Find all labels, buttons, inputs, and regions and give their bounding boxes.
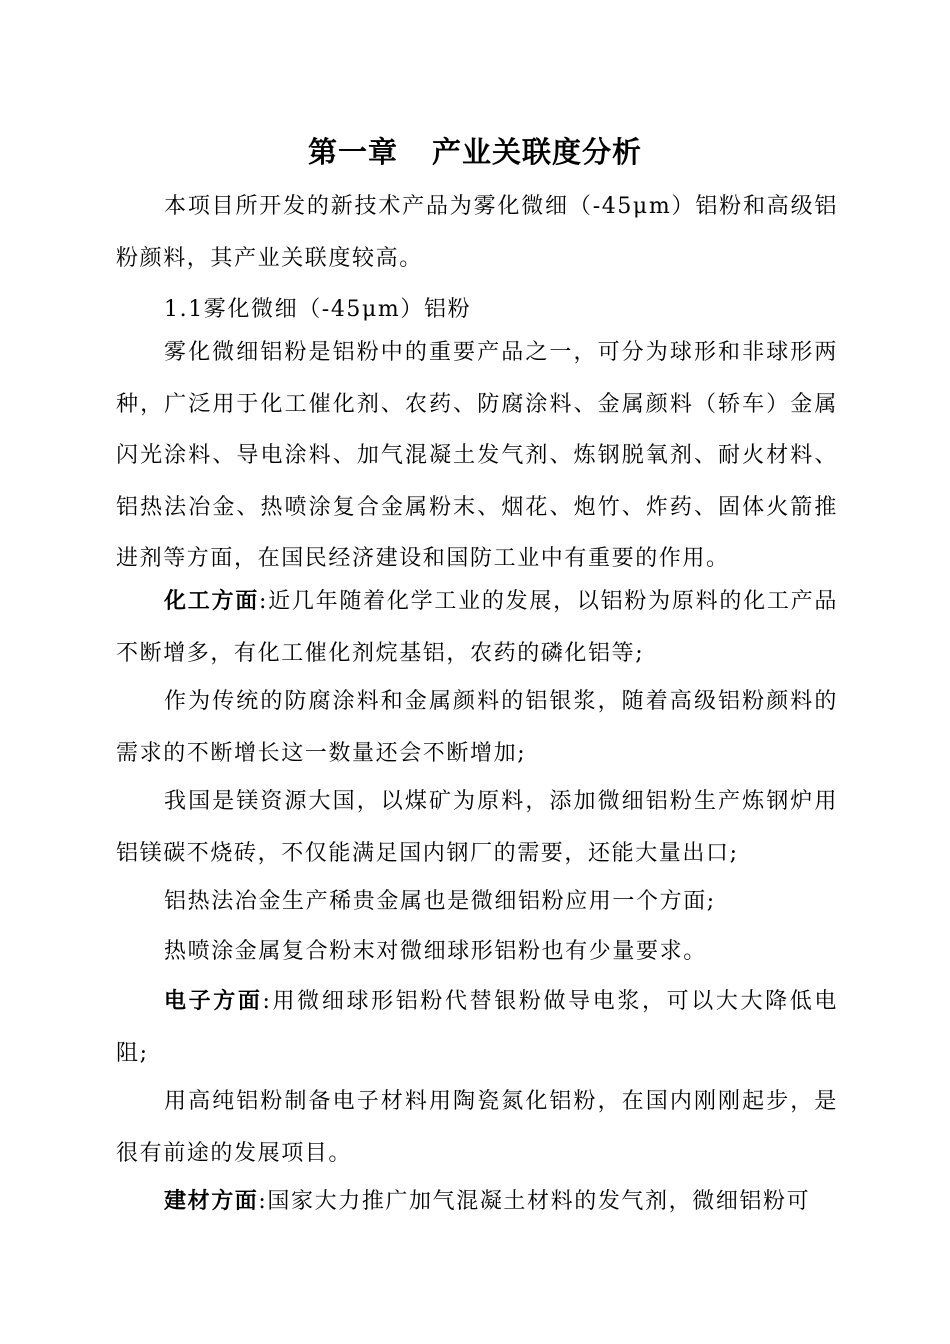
paragraph-chemical [116,576,838,679]
electronics-text: :用微细球形铝粉代替银粉做导电浆，可以大大降低电阻; [116,989,838,1066]
chemical-lead: 化工方面 [164,588,259,614]
building-lead: 建材方面 [164,1188,259,1214]
chapter-heading [0,132,950,172]
chemical-text: :近几年随着化学工业的发展，以铝粉为原料的化工产品不断增多，有化工催化剂烷基铝，农药的磷化铝等; [116,589,838,666]
paragraph-atomized-powder: 雾化微细铝粉是铝粉中的重要产品之一，可分为球形和非球形两种，广泛用于化工催化剂、农药、防腐涂料、金属颜料（轿车）金属闪光涂料、导电涂料、加气混凝土发气剂、炼钢脱氧剂、耐火材料、铝热法冶金、热喷涂复合金属粉末、烟花、炮竹、炸药、固体火箭推进剂等方面，在国民经济建设和国防工业中有重要的作用。 [116,340,838,571]
paragraph-electronics [116,976,838,1079]
electronics-lead: 电子方面 [164,988,263,1014]
paragraph-ceramics: 用高纯铝粉制备电子材料用陶瓷氮化铝粉，在国内刚刚起步，是很有前途的发展项目。 [116,1089,838,1166]
paragraph-magnesium: 我国是镁资源大国，以煤矿为原料，添加微细铝粉生产炼钢炉用铝镁碳不烧砖，不仅能满足国内钢厂的需要，还能大量出口; [116,789,838,866]
paragraph-aluminothermic: 铝热法冶金生产稀贵金属也是微细铝粉应用一个方面; [164,889,716,914]
paragraph-thermal-spray: 热喷涂金属复合粉末对微细球形铝粉也有少量要求。 [164,939,707,964]
section-heading-1-1: 1.1雾化微细（-45μm）铝粉 [164,297,472,322]
intro-paragraph: 本项目所开发的新技术产品为雾化微细（-45μm）铝粉和高级铝粉颜料，其产业关联度较高。 [116,194,838,271]
chapter-label: 第一章 [307,135,398,169]
building-text: :国家大力推广加气混凝土材料的发气剂，微细铝粉可 [258,1189,811,1214]
paragraph-anticorrosion: 作为传统的防腐涂料和金属颜料的铝银浆，随着高级铝粉颜料的需求的不断增长这一数量还会不断增加; [116,689,838,766]
paragraph-building-materials [116,1176,838,1228]
chapter-title: 产业关联度分析 [432,135,643,169]
